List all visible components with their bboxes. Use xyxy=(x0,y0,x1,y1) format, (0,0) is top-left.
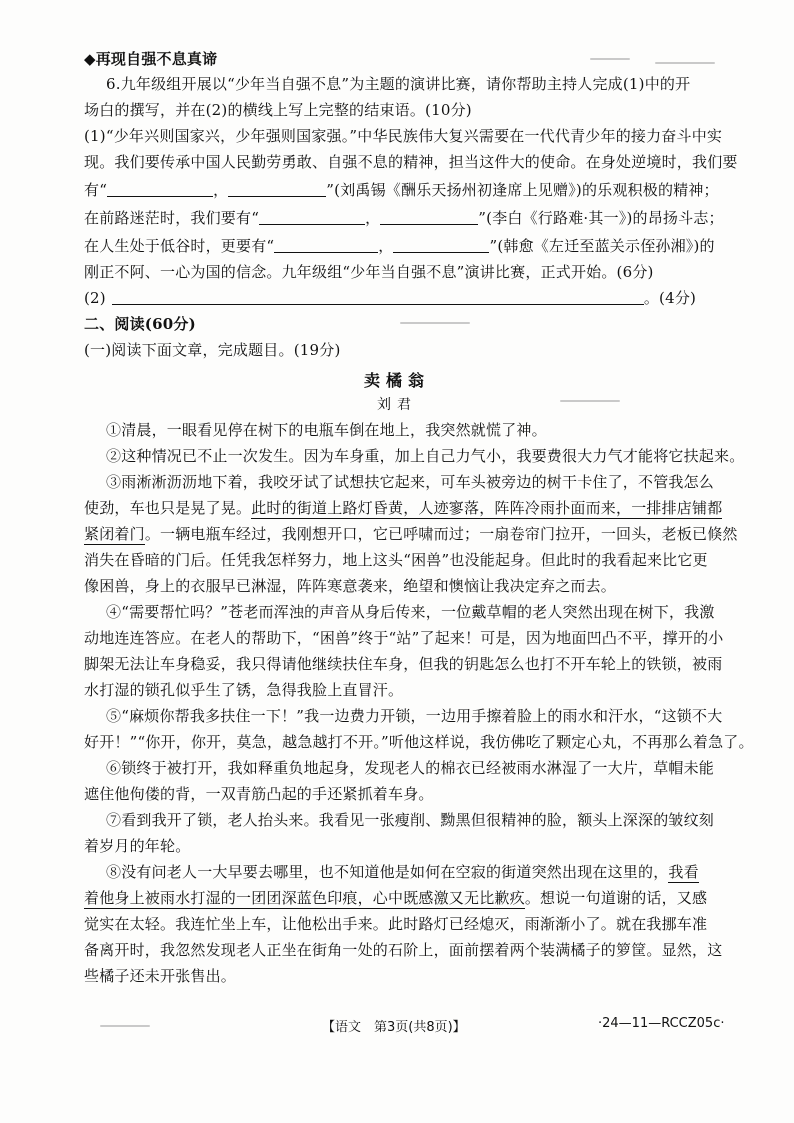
text: 。(4分) xyxy=(643,289,697,307)
text: ， xyxy=(213,181,229,199)
article-paragraph-4-line: 脚架无法让车身稳妥，我只得请他继续扶住车身，但我的钥匙怎么也打不开车轮上的铁锁，被雨 xyxy=(84,655,723,673)
underlined-sentence: 此时的街道上路灯昏黄，人迹寥落，阵阵冷雨扑面而来，一排排店铺都 xyxy=(251,499,723,517)
text: 使劲，车也只是晃了晃。 xyxy=(84,499,252,517)
article-paragraph-7-line: 着岁月的年轮。 xyxy=(84,837,191,855)
answer-blank[interactable] xyxy=(259,210,365,225)
answer-blank[interactable] xyxy=(274,238,378,253)
article-paragraph-4-line: 水打湿的锁孔似乎生了锈，急得我脸上直冒汗。 xyxy=(84,681,404,699)
page-number: 【语文 第3页(共8页)】 xyxy=(322,1020,466,1035)
article-paragraph-5-line: ⑤“麻烦你帮我多扶住一下！”我一边费力开锁，一边用手擦着脸上的雨水和汗水，“这锁不大 xyxy=(106,707,723,725)
text: ， xyxy=(365,209,381,227)
part2-title: 二、阅读(60分) xyxy=(84,315,196,333)
q6-part2-label: (2) xyxy=(84,289,106,307)
answer-blank[interactable] xyxy=(393,238,489,253)
text: 有“ xyxy=(84,181,108,199)
article-paragraph-4-line: 动地连连答应。在老人的帮助下，“困兽”终于“站”了起来！可是，因为地面凹凸不平，撑开的小 xyxy=(84,629,724,647)
text: 在前路迷茫时，我们要有“ xyxy=(84,209,260,227)
text: ， xyxy=(378,237,394,255)
article-paragraph-1: ①清晨，一眼看见停在树下的电瓶车倒在地上，我突然就慌了神。 xyxy=(106,421,547,439)
q6-stem-line-1: 6.九年级组开展以“少年当自强不息”为主题的演讲比赛，请你帮助主持人完成(1)中的开 xyxy=(106,75,691,93)
text: ”(刘禹锡《酬乐天扬州初逢席上见赠》)的乐观积极的精神； xyxy=(326,181,719,199)
article-author: 刘君 xyxy=(377,397,417,413)
text: 。想说一句道谢的话，又感 xyxy=(524,889,708,907)
answer-blank[interactable] xyxy=(228,182,326,197)
scan-speck xyxy=(100,1025,150,1027)
q6-part1-line-2: 现。我们要传承中国人民勤劳勇敢、自强不息的精神，担当这件大的使命。在身处逆境时，我们要 xyxy=(84,153,738,171)
underlined-sentence: 着他身上被雨水打湿的一团团深蓝色印痕，心中既感激又无比歉疚 xyxy=(84,889,525,907)
answer-blank[interactable] xyxy=(107,182,213,197)
exam-code: ·24—11—RCCZ05c· xyxy=(598,1016,725,1031)
article-paragraph-8-line: 些橘子还未开张售出。 xyxy=(84,967,237,985)
article-paragraph-8-line: 觉实在太轻。我连忙坐上车，让他松出手来。此时路灯已经熄灭，雨渐渐小了。就在我挪车准 xyxy=(84,915,708,933)
q6-part1-line-3 xyxy=(84,180,719,200)
article-paragraph-6-line: ⑥锁终于被打开，我如释重负地起身，发现老人的棉衣已经被雨水淋湿了一大片，草帽未能 xyxy=(106,759,715,777)
article-paragraph-8-line: 备离开时，我忽然发现老人正坐在街角一处的石阶上，面前摆着两个装满橘子的箩筐。显然，这 xyxy=(84,941,723,959)
article-paragraph-3-line: 像困兽，身上的衣服早已淋湿，阵阵寒意袭来，绝望和懊恼让我决定弃之而去。 xyxy=(84,577,617,595)
q6-part1-line-1: (1)“少年兴则国家兴，少年强则国家强。”中华民族伟大复兴需要在一代代青少年的接力奋斗中实 xyxy=(84,127,723,145)
q6-part1-line-4 xyxy=(84,208,724,228)
section-header: ◆再现自强不息真谛 xyxy=(84,50,218,68)
answer-blank[interactable] xyxy=(380,210,478,225)
article-paragraph-2: ②这种情况已不止一次发生。因为车身重，加上自己力气小，我要费很大力气才能将它扶起来。 xyxy=(106,447,745,465)
text: ⑧没有问老人一大早要去哪里，也不知道他是如何在空寂的街道突然出现在这里的， xyxy=(106,863,669,881)
article-paragraph-3-line xyxy=(84,498,723,518)
article-paragraph-6-line: 遮住他佝偻的背，一双青筋凸起的手还紧抓着车身。 xyxy=(84,785,434,803)
article-paragraph-7-line: ⑦看到我开了锁，老人抬头来。我看见一张瘦削、黝黑但很精神的脸，额头上深深的皱纹刻 xyxy=(106,811,715,829)
q6-part1-line-5 xyxy=(84,236,714,256)
article-paragraph-3-line: ③雨淅淅沥沥地下着，我咬牙试了试想扶它起来，可车头被旁边的树干卡住了，不管我怎么 xyxy=(106,473,715,491)
article-paragraph-5-line: 好开！”“你开，你开，莫急，越急越打不开。”听他这样说，我仿佛吃了颗定心丸，不再那么着急了。 xyxy=(84,733,754,751)
text: 在人生处于低谷时，更要有“ xyxy=(84,237,275,255)
q6-part1-line-6: 刚正不阿、一心为国的信念。九年级组“少年当自强不息”演讲比赛，正式开始。(6分) xyxy=(84,263,654,281)
text: 。一辆电瓶车经过，我刚想开口，它已呼啸而过；一扇卷帘门拉开，一回头，老板已倏然 xyxy=(144,525,738,543)
article-paragraph-3-line: 消失在昏暗的门后。任凭我怎样努力，地上这头“困兽”也没能起身。但此时的我看起来比它更 xyxy=(84,551,708,569)
article-paragraph-8-line xyxy=(106,862,714,882)
underlined-sentence: 我看 xyxy=(668,863,699,881)
q6-stem-line-2: 场白的撰写，并在(2)的横线上写上完整的结束语。(10分) xyxy=(84,101,472,119)
article-paragraph-3-line xyxy=(84,524,738,544)
reading1-intro: (一)阅读下面文章，完成题目。(19分) xyxy=(84,341,341,359)
answer-blank[interactable] xyxy=(112,290,644,305)
article-title: 卖橘翁 xyxy=(363,371,430,390)
underlined-sentence: 紧闭着门 xyxy=(84,525,145,543)
article-paragraph-8-line xyxy=(84,888,714,908)
text: ”(韩愈《左迁至蓝关示侄孙湘》)的 xyxy=(489,237,715,255)
q6-part2-line xyxy=(84,288,714,308)
text: ”(李白《行路难·其一》)的昂扬斗志； xyxy=(478,209,724,227)
article-paragraph-4-line: ④“需要帮忙吗？”苍老而浑浊的声音从身后传来，一位戴草帽的老人突然出现在树下，我激 xyxy=(106,603,715,621)
